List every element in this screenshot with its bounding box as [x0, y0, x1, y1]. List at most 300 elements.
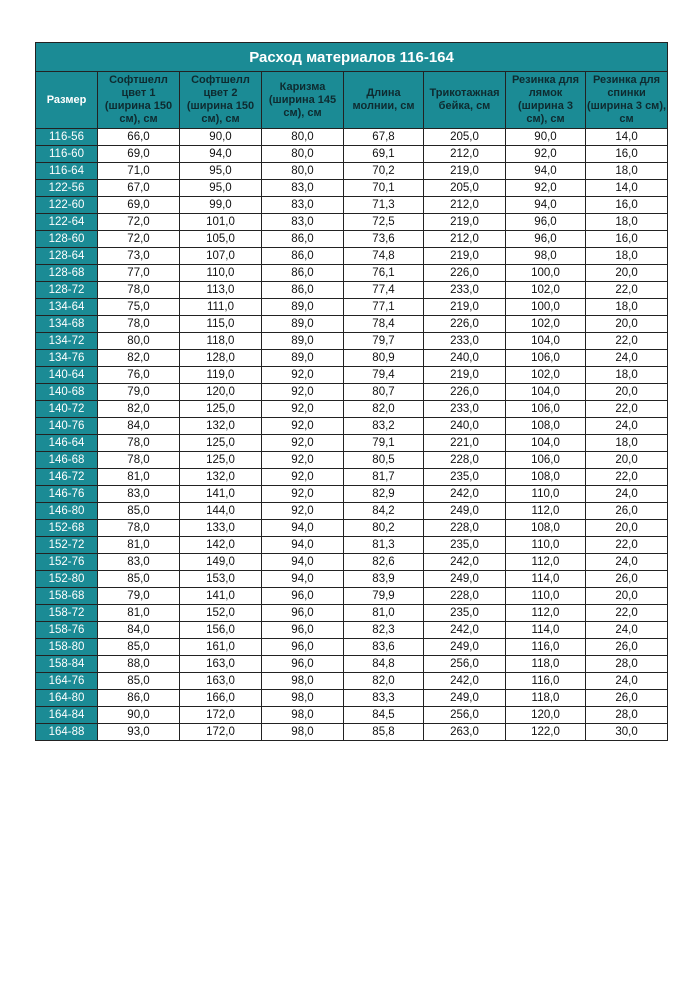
value-cell: 92,0 [262, 486, 344, 503]
value-cell: 249,0 [424, 690, 506, 707]
value-cell: 212,0 [424, 146, 506, 163]
value-cell: 67,8 [344, 129, 424, 146]
table-row [36, 588, 668, 605]
value-cell: 212,0 [424, 231, 506, 248]
value-cell: 92,0 [506, 180, 586, 197]
value-cell: 233,0 [424, 282, 506, 299]
value-cell: 85,8 [344, 724, 424, 741]
value-cell: 228,0 [424, 452, 506, 469]
value-cell: 83,9 [344, 571, 424, 588]
value-cell: 144,0 [180, 503, 262, 520]
value-cell: 81,0 [98, 605, 180, 622]
value-cell: 67,0 [98, 180, 180, 197]
value-cell: 226,0 [424, 265, 506, 282]
value-cell: 22,0 [586, 333, 668, 350]
value-cell: 256,0 [424, 656, 506, 673]
value-cell: 94,0 [180, 146, 262, 163]
value-cell: 96,0 [506, 231, 586, 248]
value-cell: 125,0 [180, 435, 262, 452]
value-cell: 28,0 [586, 656, 668, 673]
value-cell: 84,0 [98, 622, 180, 639]
value-cell: 93,0 [98, 724, 180, 741]
value-cell: 219,0 [424, 163, 506, 180]
value-cell: 83,6 [344, 639, 424, 656]
value-cell: 71,0 [98, 163, 180, 180]
value-cell: 22,0 [586, 605, 668, 622]
value-cell: 106,0 [506, 350, 586, 367]
value-cell: 110,0 [506, 486, 586, 503]
value-cell: 90,0 [98, 707, 180, 724]
value-cell: 101,0 [180, 214, 262, 231]
value-cell: 240,0 [424, 350, 506, 367]
value-cell: 22,0 [586, 537, 668, 554]
value-cell: 81,0 [344, 605, 424, 622]
value-cell: 163,0 [180, 656, 262, 673]
value-cell: 116,0 [506, 639, 586, 656]
value-cell: 102,0 [506, 316, 586, 333]
value-cell: 94,0 [262, 554, 344, 571]
value-cell: 89,0 [262, 350, 344, 367]
value-cell: 105,0 [180, 231, 262, 248]
table-row [36, 690, 668, 707]
value-cell: 73,6 [344, 231, 424, 248]
value-cell: 66,0 [98, 129, 180, 146]
value-cell: 24,0 [586, 622, 668, 639]
value-cell: 22,0 [586, 469, 668, 486]
header-size: Размер [36, 72, 98, 129]
value-cell: 90,0 [180, 129, 262, 146]
value-cell: 96,0 [262, 656, 344, 673]
value-cell: 114,0 [506, 622, 586, 639]
value-cell: 98,0 [262, 707, 344, 724]
value-cell: 125,0 [180, 401, 262, 418]
size-cell: 146-64 [36, 435, 98, 452]
value-cell: 99,0 [180, 197, 262, 214]
value-cell: 80,0 [262, 146, 344, 163]
value-cell: 20,0 [586, 316, 668, 333]
table-row [36, 452, 668, 469]
value-cell: 172,0 [180, 707, 262, 724]
value-cell: 113,0 [180, 282, 262, 299]
value-cell: 78,0 [98, 520, 180, 537]
value-cell: 82,0 [344, 401, 424, 418]
size-cell: 140-76 [36, 418, 98, 435]
value-cell: 95,0 [180, 180, 262, 197]
value-cell: 83,0 [262, 197, 344, 214]
value-cell: 71,3 [344, 197, 424, 214]
value-cell: 98,0 [262, 690, 344, 707]
size-cell: 164-84 [36, 707, 98, 724]
value-cell: 18,0 [586, 248, 668, 265]
value-cell: 108,0 [506, 520, 586, 537]
header-strap-elastic: Резинка для лямок (ширина 3 см), см [506, 72, 586, 129]
value-cell: 205,0 [424, 180, 506, 197]
value-cell: 70,1 [344, 180, 424, 197]
value-cell: 132,0 [180, 469, 262, 486]
value-cell: 69,1 [344, 146, 424, 163]
value-cell: 20,0 [586, 384, 668, 401]
table-row [36, 622, 668, 639]
table-row [36, 707, 668, 724]
header-charisma: Каризма (ширина 145 см), см [262, 72, 344, 129]
value-cell: 242,0 [424, 486, 506, 503]
table-row [36, 605, 668, 622]
table-row [36, 146, 668, 163]
value-cell: 98,0 [506, 248, 586, 265]
value-cell: 118,0 [506, 656, 586, 673]
value-cell: 80,0 [262, 163, 344, 180]
table-row [36, 333, 668, 350]
value-cell: 89,0 [262, 316, 344, 333]
table-row [36, 656, 668, 673]
value-cell: 16,0 [586, 231, 668, 248]
value-cell: 77,4 [344, 282, 424, 299]
value-cell: 94,0 [262, 520, 344, 537]
value-cell: 72,0 [98, 231, 180, 248]
value-cell: 20,0 [586, 588, 668, 605]
value-cell: 116,0 [506, 673, 586, 690]
size-cell: 134-72 [36, 333, 98, 350]
value-cell: 92,0 [262, 452, 344, 469]
value-cell: 88,0 [98, 656, 180, 673]
value-cell: 83,0 [262, 214, 344, 231]
size-cell: 146-80 [36, 503, 98, 520]
value-cell: 172,0 [180, 724, 262, 741]
value-cell: 85,0 [98, 673, 180, 690]
value-cell: 82,0 [344, 673, 424, 690]
value-cell: 235,0 [424, 537, 506, 554]
value-cell: 86,0 [98, 690, 180, 707]
value-cell: 26,0 [586, 503, 668, 520]
value-cell: 96,0 [506, 214, 586, 231]
value-cell: 120,0 [506, 707, 586, 724]
value-cell: 22,0 [586, 282, 668, 299]
value-cell: 115,0 [180, 316, 262, 333]
table-body [36, 129, 668, 741]
value-cell: 112,0 [506, 554, 586, 571]
value-cell: 78,0 [98, 316, 180, 333]
table-row [36, 384, 668, 401]
table-row [36, 554, 668, 571]
value-cell: 30,0 [586, 724, 668, 741]
size-cell: 152-68 [36, 520, 98, 537]
value-cell: 76,0 [98, 367, 180, 384]
size-cell: 134-64 [36, 299, 98, 316]
materials-table [35, 42, 668, 741]
size-cell: 128-64 [36, 248, 98, 265]
value-cell: 110,0 [506, 588, 586, 605]
size-cell: 158-72 [36, 605, 98, 622]
table-row [36, 248, 668, 265]
size-cell: 146-76 [36, 486, 98, 503]
value-cell: 24,0 [586, 350, 668, 367]
value-cell: 92,0 [262, 503, 344, 520]
value-cell: 14,0 [586, 129, 668, 146]
value-cell: 24,0 [586, 486, 668, 503]
table-row [36, 197, 668, 214]
value-cell: 111,0 [180, 299, 262, 316]
value-cell: 119,0 [180, 367, 262, 384]
value-cell: 85,0 [98, 503, 180, 520]
value-cell: 84,2 [344, 503, 424, 520]
value-cell: 120,0 [180, 384, 262, 401]
value-cell: 249,0 [424, 503, 506, 520]
value-cell: 14,0 [586, 180, 668, 197]
value-cell: 89,0 [262, 333, 344, 350]
value-cell: 79,4 [344, 367, 424, 384]
value-cell: 219,0 [424, 299, 506, 316]
value-cell: 152,0 [180, 605, 262, 622]
value-cell: 69,0 [98, 197, 180, 214]
value-cell: 133,0 [180, 520, 262, 537]
header-zipper-length: Длина молнии, см [344, 72, 424, 129]
size-cell: 116-64 [36, 163, 98, 180]
value-cell: 83,2 [344, 418, 424, 435]
value-cell: 80,2 [344, 520, 424, 537]
size-cell: 152-72 [36, 537, 98, 554]
size-cell: 140-72 [36, 401, 98, 418]
size-cell: 164-76 [36, 673, 98, 690]
value-cell: 70,2 [344, 163, 424, 180]
value-cell: 104,0 [506, 333, 586, 350]
value-cell: 79,0 [98, 384, 180, 401]
value-cell: 128,0 [180, 350, 262, 367]
value-cell: 82,6 [344, 554, 424, 571]
table-row [36, 367, 668, 384]
value-cell: 82,9 [344, 486, 424, 503]
value-cell: 235,0 [424, 605, 506, 622]
value-cell: 92,0 [262, 435, 344, 452]
size-cell: 122-56 [36, 180, 98, 197]
size-cell: 152-76 [36, 554, 98, 571]
value-cell: 141,0 [180, 588, 262, 605]
value-cell: 90,0 [506, 129, 586, 146]
value-cell: 80,9 [344, 350, 424, 367]
value-cell: 85,0 [98, 571, 180, 588]
size-cell: 164-80 [36, 690, 98, 707]
value-cell: 72,0 [98, 214, 180, 231]
value-cell: 89,0 [262, 299, 344, 316]
title-row [36, 43, 668, 72]
value-cell: 156,0 [180, 622, 262, 639]
table-row [36, 418, 668, 435]
table-row [36, 299, 668, 316]
value-cell: 72,5 [344, 214, 424, 231]
value-cell: 80,0 [262, 129, 344, 146]
value-cell: 104,0 [506, 384, 586, 401]
value-cell: 26,0 [586, 571, 668, 588]
value-cell: 96,0 [262, 605, 344, 622]
value-cell: 240,0 [424, 418, 506, 435]
value-cell: 83,0 [262, 180, 344, 197]
value-cell: 98,0 [262, 724, 344, 741]
table-row [36, 486, 668, 503]
value-cell: 212,0 [424, 197, 506, 214]
value-cell: 163,0 [180, 673, 262, 690]
value-cell: 242,0 [424, 673, 506, 690]
value-cell: 263,0 [424, 724, 506, 741]
value-cell: 107,0 [180, 248, 262, 265]
value-cell: 22,0 [586, 401, 668, 418]
value-cell: 79,9 [344, 588, 424, 605]
value-cell: 104,0 [506, 435, 586, 452]
value-cell: 18,0 [586, 163, 668, 180]
value-cell: 249,0 [424, 571, 506, 588]
value-cell: 86,0 [262, 248, 344, 265]
value-cell: 28,0 [586, 707, 668, 724]
value-cell: 242,0 [424, 622, 506, 639]
value-cell: 166,0 [180, 690, 262, 707]
header-row [36, 72, 668, 129]
value-cell: 106,0 [506, 401, 586, 418]
value-cell: 83,0 [98, 554, 180, 571]
value-cell: 78,4 [344, 316, 424, 333]
table-title: Расход материалов 116-164 [36, 43, 668, 72]
value-cell: 82,0 [98, 350, 180, 367]
size-cell: 140-64 [36, 367, 98, 384]
value-cell: 81,7 [344, 469, 424, 486]
value-cell: 219,0 [424, 367, 506, 384]
value-cell: 96,0 [262, 622, 344, 639]
value-cell: 112,0 [506, 605, 586, 622]
value-cell: 83,0 [98, 486, 180, 503]
value-cell: 226,0 [424, 384, 506, 401]
value-cell: 79,7 [344, 333, 424, 350]
table-row [36, 469, 668, 486]
value-cell: 77,1 [344, 299, 424, 316]
size-cell: 158-80 [36, 639, 98, 656]
value-cell: 86,0 [262, 231, 344, 248]
value-cell: 18,0 [586, 214, 668, 231]
table-row [36, 401, 668, 418]
header-softshell-1: Софтшелл цвет 1 (ширина 150 см), см [98, 72, 180, 129]
value-cell: 20,0 [586, 265, 668, 282]
value-cell: 16,0 [586, 197, 668, 214]
value-cell: 106,0 [506, 452, 586, 469]
size-cell: 146-72 [36, 469, 98, 486]
value-cell: 233,0 [424, 401, 506, 418]
value-cell: 26,0 [586, 690, 668, 707]
table-row [36, 129, 668, 146]
value-cell: 92,0 [262, 384, 344, 401]
table-row [36, 316, 668, 333]
value-cell: 226,0 [424, 316, 506, 333]
value-cell: 86,0 [262, 265, 344, 282]
value-cell: 94,0 [506, 197, 586, 214]
value-cell: 228,0 [424, 588, 506, 605]
value-cell: 100,0 [506, 265, 586, 282]
value-cell: 233,0 [424, 333, 506, 350]
value-cell: 84,8 [344, 656, 424, 673]
header-back-elastic: Резинка для спинки (ширина 3 см), см [586, 72, 668, 129]
value-cell: 161,0 [180, 639, 262, 656]
value-cell: 86,0 [262, 282, 344, 299]
table-row [36, 214, 668, 231]
value-cell: 149,0 [180, 554, 262, 571]
value-cell: 122,0 [506, 724, 586, 741]
value-cell: 141,0 [180, 486, 262, 503]
size-cell: 128-68 [36, 265, 98, 282]
value-cell: 20,0 [586, 452, 668, 469]
size-cell: 152-80 [36, 571, 98, 588]
value-cell: 75,0 [98, 299, 180, 316]
value-cell: 228,0 [424, 520, 506, 537]
value-cell: 142,0 [180, 537, 262, 554]
size-cell: 122-64 [36, 214, 98, 231]
value-cell: 79,1 [344, 435, 424, 452]
value-cell: 84,5 [344, 707, 424, 724]
header-softshell-2: Софтшелл цвет 2 (ширина 150 см), см [180, 72, 262, 129]
value-cell: 94,0 [506, 163, 586, 180]
value-cell: 73,0 [98, 248, 180, 265]
value-cell: 81,3 [344, 537, 424, 554]
value-cell: 24,0 [586, 418, 668, 435]
size-cell: 164-88 [36, 724, 98, 741]
value-cell: 16,0 [586, 146, 668, 163]
table-row [36, 231, 668, 248]
value-cell: 82,0 [98, 401, 180, 418]
value-cell: 95,0 [180, 163, 262, 180]
size-cell: 128-72 [36, 282, 98, 299]
value-cell: 26,0 [586, 639, 668, 656]
table-row [36, 282, 668, 299]
table-row [36, 639, 668, 656]
value-cell: 76,1 [344, 265, 424, 282]
value-cell: 219,0 [424, 248, 506, 265]
value-cell: 235,0 [424, 469, 506, 486]
size-cell: 134-68 [36, 316, 98, 333]
value-cell: 78,0 [98, 282, 180, 299]
value-cell: 94,0 [262, 537, 344, 554]
value-cell: 110,0 [180, 265, 262, 282]
value-cell: 81,0 [98, 469, 180, 486]
table-row [36, 537, 668, 554]
value-cell: 100,0 [506, 299, 586, 316]
value-cell: 81,0 [98, 537, 180, 554]
value-cell: 96,0 [262, 639, 344, 656]
value-cell: 108,0 [506, 418, 586, 435]
table-row [36, 180, 668, 197]
value-cell: 153,0 [180, 571, 262, 588]
value-cell: 108,0 [506, 469, 586, 486]
value-cell: 84,0 [98, 418, 180, 435]
value-cell: 18,0 [586, 435, 668, 452]
value-cell: 85,0 [98, 639, 180, 656]
value-cell: 118,0 [506, 690, 586, 707]
value-cell: 82,3 [344, 622, 424, 639]
value-cell: 110,0 [506, 537, 586, 554]
table-row [36, 724, 668, 741]
value-cell: 80,5 [344, 452, 424, 469]
size-cell: 122-60 [36, 197, 98, 214]
value-cell: 98,0 [262, 673, 344, 690]
table-row [36, 435, 668, 452]
value-cell: 125,0 [180, 452, 262, 469]
table-row [36, 350, 668, 367]
value-cell: 249,0 [424, 639, 506, 656]
value-cell: 77,0 [98, 265, 180, 282]
value-cell: 114,0 [506, 571, 586, 588]
value-cell: 102,0 [506, 367, 586, 384]
value-cell: 96,0 [262, 588, 344, 605]
table-row [36, 163, 668, 180]
value-cell: 132,0 [180, 418, 262, 435]
size-cell: 140-68 [36, 384, 98, 401]
size-cell: 158-84 [36, 656, 98, 673]
value-cell: 18,0 [586, 299, 668, 316]
table-row [36, 673, 668, 690]
value-cell: 92,0 [262, 367, 344, 384]
